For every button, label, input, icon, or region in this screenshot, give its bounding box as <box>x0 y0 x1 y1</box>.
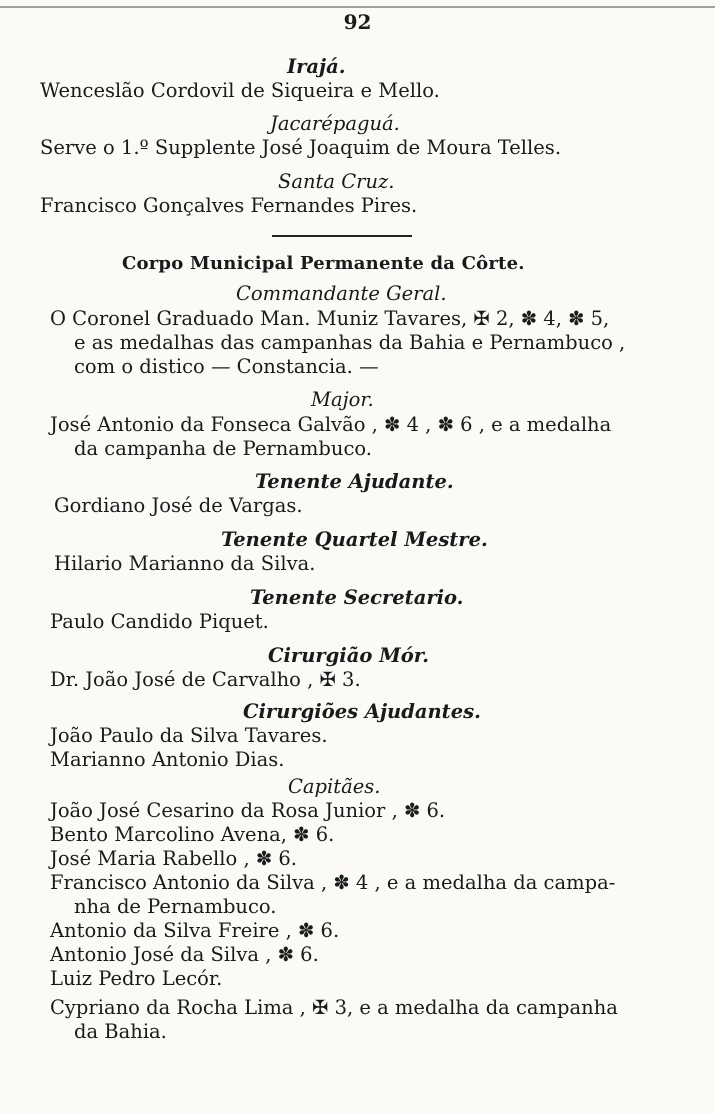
heading-cirurgiao-mor: Cirurgião Mór. <box>268 644 429 667</box>
page-number: 92 <box>343 10 372 34</box>
entry-tenente-quartel-mestre: Hilario Marianno da Silva. <box>54 552 316 575</box>
entry-jacarepagua: Serve o 1.º Supplente José Joaquim de Moura Telles. <box>40 136 562 159</box>
section-title: Corpo Municipal Permanente da Côrte. <box>122 253 525 274</box>
capitao-line: Cypriano da Rocha Lima , ✠ 3, e a medalha da campanha <box>50 996 618 1019</box>
capitao-line: João José Cesarino da Rosa Junior , ✽ 6. <box>50 799 446 822</box>
entry-santa-cruz: Francisco Gonçalves Fernandes Pires. <box>40 194 418 217</box>
major-line: da campanha de Pernambuco. <box>74 437 372 460</box>
heading-iraja: Irajá. <box>287 55 346 78</box>
commandante-line: O Coronel Graduado Man. Muniz Tavares, ✠ 2, ✽ 4, ✽ 5, <box>50 307 610 330</box>
major-line: José Antonio da Fonseca Galvão , ✽ 4 , ✽ 6 , e a medalha <box>50 413 612 436</box>
heading-jacarepagua: Jacarépaguá. <box>270 112 400 135</box>
heading-cirurgioes-ajudantes: Cirurgiões Ajudantes. <box>243 700 481 723</box>
entry-iraja: Wenceslão Cordovil de Siqueira e Mello. <box>40 79 440 102</box>
entry-cirurgiao-ajudante: Marianno Antonio Dias. <box>50 748 285 771</box>
heading-major: Major. <box>311 388 374 411</box>
capitao-line: Francisco Antonio da Silva , ✽ 4 , e a medalha da campa- <box>50 871 616 894</box>
capitao-line: Antonio da Silva Freire , ✽ 6. <box>50 919 340 942</box>
capitao-line: da Bahia. <box>74 1020 167 1043</box>
top-rule <box>0 6 715 8</box>
section-divider <box>272 235 412 237</box>
entry-cirurgiao-mor: Dr. João José de Carvalho , ✠ 3. <box>50 668 361 691</box>
capitao-line: Bento Marcolino Avena, ✽ 6. <box>50 823 335 846</box>
heading-tenente-secretario: Tenente Secretario. <box>250 586 464 609</box>
heading-santa-cruz: Santa Cruz. <box>278 170 395 193</box>
entry-cirurgiao-ajudante: João Paulo da Silva Tavares. <box>50 724 328 747</box>
heading-tenente-quartel-mestre: Tenente Quartel Mestre. <box>221 528 488 551</box>
entry-tenente-secretario: Paulo Candido Piquet. <box>50 610 269 633</box>
entry-tenente-ajudante: Gordiano José de Vargas. <box>54 494 303 517</box>
heading-capitaes: Capitães. <box>288 775 381 798</box>
capitao-line: Luiz Pedro Lecór. <box>50 967 223 990</box>
heading-tenente-ajudante: Tenente Ajudante. <box>255 470 454 493</box>
capitao-line: Antonio José da Silva , ✽ 6. <box>50 943 319 966</box>
commandante-line: e as medalhas das campanhas da Bahia e Pernambuco , <box>74 331 626 354</box>
commandante-line: com o distico — Constancia. — <box>74 355 379 378</box>
heading-commandante: Commandante Geral. <box>236 282 447 305</box>
capitao-line: José Maria Rabello , ✽ 6. <box>50 847 298 870</box>
capitao-line: nha de Pernambuco. <box>74 895 277 918</box>
